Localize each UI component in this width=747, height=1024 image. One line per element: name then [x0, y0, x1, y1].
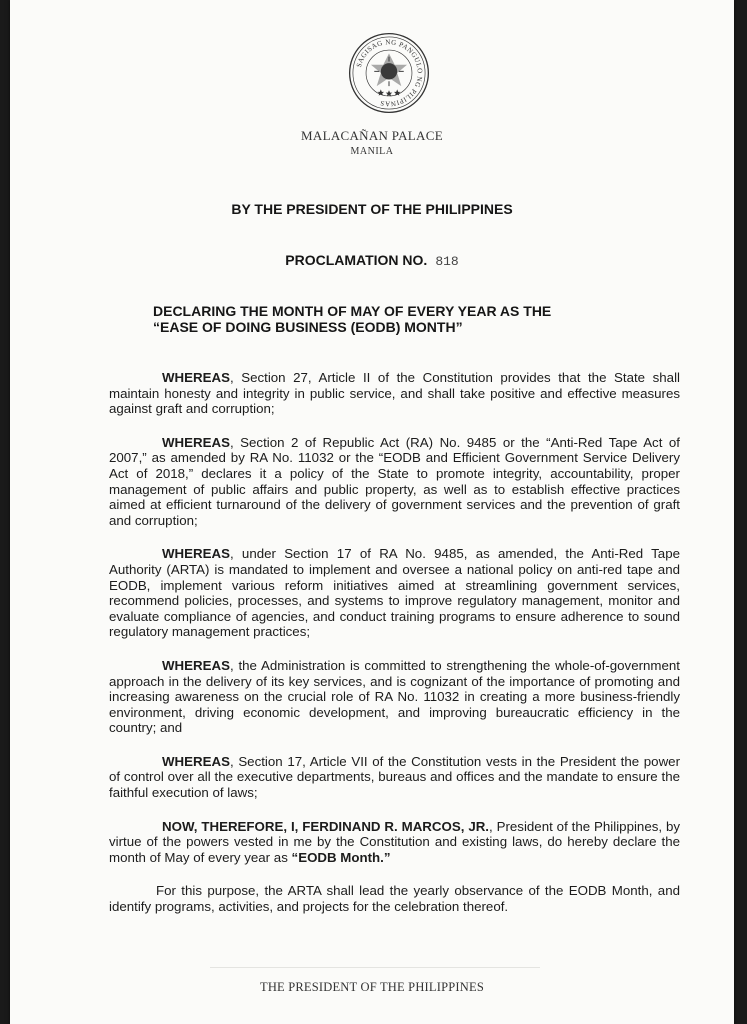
- whereas-paragraph-2: [109, 435, 680, 529]
- whereas-paragraph-4: [109, 658, 680, 736]
- proclamation-title: [153, 303, 653, 335]
- whereas-paragraph-1: [109, 370, 680, 417]
- paragraph-lead: WHEREAS: [162, 753, 230, 769]
- paragraph-text: , Section 2 of Republic Act (RA) No. 9485 or the “Anti-Red Tape Act of 2007,” as amended by RA No. 11032 or the “EODB and Efficient Government Service Delivery Act of 2018,” declares it a policy of the State to promote integrity, accountability, proper management of public affairs and public property, as well as to establish effective practices aimed at efficient turnaround of the delivery of government services and the prevention of graft and corruption;: [109, 434, 680, 528]
- declaration-paragraph: [109, 819, 680, 866]
- proclamation-body: [109, 370, 680, 915]
- whereas-paragraph-5: [109, 754, 680, 801]
- closing-paragraph: For this purpose, the ARTA shall lead the yearly observance of the EODB Month, and identify programs, activities, and projects for the celebration thereof.: [109, 883, 680, 915]
- document-page: [10, 0, 734, 1024]
- presidential-seal-icon: [348, 32, 430, 114]
- paragraph-text: , Section 17, Article VII of the Constitution vests in the President the power of control over all the executive departments, bureaus and offices and the mandate to ensure the faithful execution of laws;: [109, 753, 680, 801]
- paragraph-lead: WHEREAS: [162, 434, 230, 450]
- palace-city: MANILA: [350, 146, 394, 157]
- paragraph-lead: WHEREAS: [162, 546, 230, 562]
- proclamation-number: 818: [435, 254, 459, 269]
- title-line-2: “EASE OF DOING BUSINESS (EODB) MONTH”: [153, 319, 463, 335]
- palace-name: MALACAÑAN PALACE: [301, 128, 443, 143]
- by-the-president-heading: BY THE PRESIDENT OF THE PHILIPPINES: [231, 201, 513, 217]
- declaration-text: , President of the Philippines, by virtue of the powers vested in me by the Constitution and existing laws, do hereby declare the month of May of every year as: [109, 818, 680, 865]
- footer-divider: [210, 967, 540, 968]
- paragraph-lead: WHEREAS: [162, 370, 230, 385]
- proclamation-heading: [10, 252, 734, 269]
- whereas-paragraph-3: [109, 546, 680, 640]
- paragraph-lead: WHEREAS: [162, 657, 230, 673]
- declaration-lead: NOW, THEREFORE, I, FERDINAND R. MARCOS, JR.: [162, 818, 490, 834]
- paragraph-text: , the Administration is committed to strengthening the whole-of-government approach in the delivery of its key services, and is cognizant of the importance of promoting and increasing awareness on the crucial role of RA No. 11032 in creating a more business-friendly environment, driving economic development, and improving bureaucratic efficiency in the country; and: [109, 657, 680, 736]
- proclamation-label: PROCLAMATION NO.: [285, 252, 428, 268]
- paragraph-text: , under Section 17 of RA No. 9485, as amended, the Anti-Red Tape Authority (ARTA) is mandated to implement and oversee a national policy on anti-red tape and EODB, implement various reform initiatives aimed at streamlining government services, recommend policies, processes, and systems to improve regulatory management, monitor and evaluate compliance of agencies, and conduct training programs to ensure adherence to sound regulatory management practices;: [109, 546, 680, 640]
- page-footer: THE PRESIDENT OF THE PHILIPPINES: [259, 980, 484, 994]
- svg-text:SAGISAG NG PANGULO NG PILIPINA: SAGISAG NG PANGULO NG PILIPINAS: [354, 38, 424, 108]
- paragraph-text: , Section 27, Article II of the Constitution provides that the State shall maintain honesty and integrity in public service, and shall take positive and effective measures against graft and corruption;: [109, 370, 680, 417]
- title-line-1: DECLARING THE MONTH OF MAY OF EVERY YEAR AS THE: [153, 303, 552, 319]
- declaration-emphasis: “EODB Month.”: [291, 849, 391, 865]
